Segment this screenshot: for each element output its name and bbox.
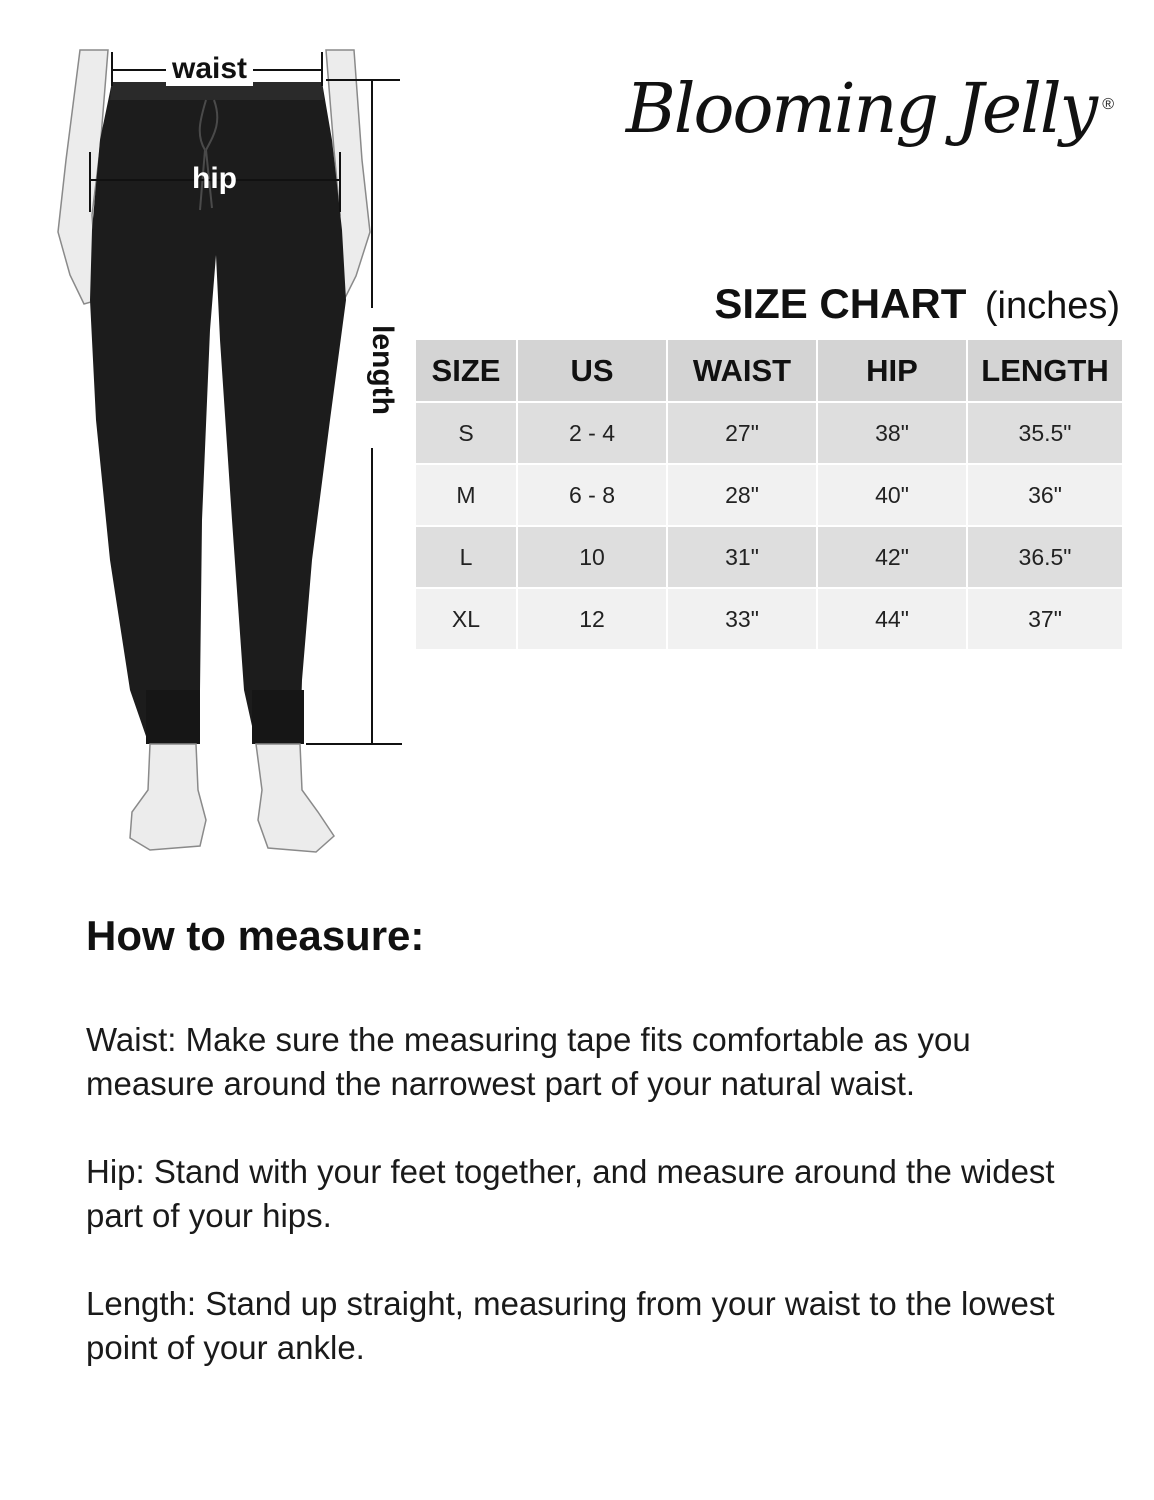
size-chart-title: SIZE CHART <box>714 280 967 327</box>
length-instruction: Length: Stand up straight, measuring from your waist to the lowest point of your ankle. <box>86 1285 1055 1366</box>
header-hip: HIP <box>818 340 966 403</box>
table-row <box>416 403 1122 465</box>
waist-instruction: Waist: Make sure the measuring tape fits comfortable as you measure around the narrowest part of your natural waist. <box>86 1021 971 1102</box>
cell-length: 35.5" <box>968 403 1122 465</box>
left-cuff <box>146 690 200 744</box>
cell-us: 2 - 4 <box>518 403 666 465</box>
brand-logo <box>625 70 1114 170</box>
cell-size: XL <box>416 589 516 651</box>
table-row <box>416 527 1122 589</box>
table-row <box>416 589 1122 651</box>
cell-length: 36.5" <box>968 527 1122 589</box>
cell-us: 12 <box>518 589 666 651</box>
cell-waist: 33" <box>668 589 816 651</box>
registered-mark: ® <box>1102 96 1114 113</box>
cell-us: 6 - 8 <box>518 465 666 527</box>
cell-waist: 28" <box>668 465 816 527</box>
right-cuff <box>252 690 304 744</box>
cell-us: 10 <box>518 527 666 589</box>
brand-name: Blooming Jelly <box>625 70 1096 149</box>
size-chart-unit: (inches) <box>984 285 1120 327</box>
hip-instruction: Hip: Stand with your feet together, and measure around the widest part of your hips. <box>86 1153 1055 1234</box>
how-to-measure-title: How to measure: <box>86 912 425 959</box>
header-waist: WAIST <box>668 340 816 403</box>
size-table <box>414 340 1124 651</box>
right-foot <box>256 744 334 852</box>
cell-length: 37" <box>968 589 1122 651</box>
table-row <box>416 465 1122 527</box>
cell-hip: 44" <box>818 589 966 651</box>
waist-label: waist <box>166 52 253 86</box>
cell-hip: 40" <box>818 465 966 527</box>
size-chart-heading <box>714 280 1120 328</box>
cell-size: L <box>416 527 516 589</box>
hip-label: hip <box>192 162 237 195</box>
cell-hip: 38" <box>818 403 966 465</box>
cell-size: S <box>416 403 516 465</box>
pants-illustration <box>0 0 420 880</box>
cell-waist: 31" <box>668 527 816 589</box>
cell-length: 36" <box>968 465 1122 527</box>
header-length: LENGTH <box>968 340 1122 403</box>
length-label: length <box>365 314 399 426</box>
cell-waist: 27" <box>668 403 816 465</box>
cell-size: M <box>416 465 516 527</box>
header-size: SIZE <box>416 340 516 403</box>
pants-figure-svg <box>0 0 420 880</box>
header-us: US <box>518 340 666 403</box>
cell-hip: 42" <box>818 527 966 589</box>
left-foot <box>130 744 206 850</box>
table-header-row <box>416 340 1122 403</box>
